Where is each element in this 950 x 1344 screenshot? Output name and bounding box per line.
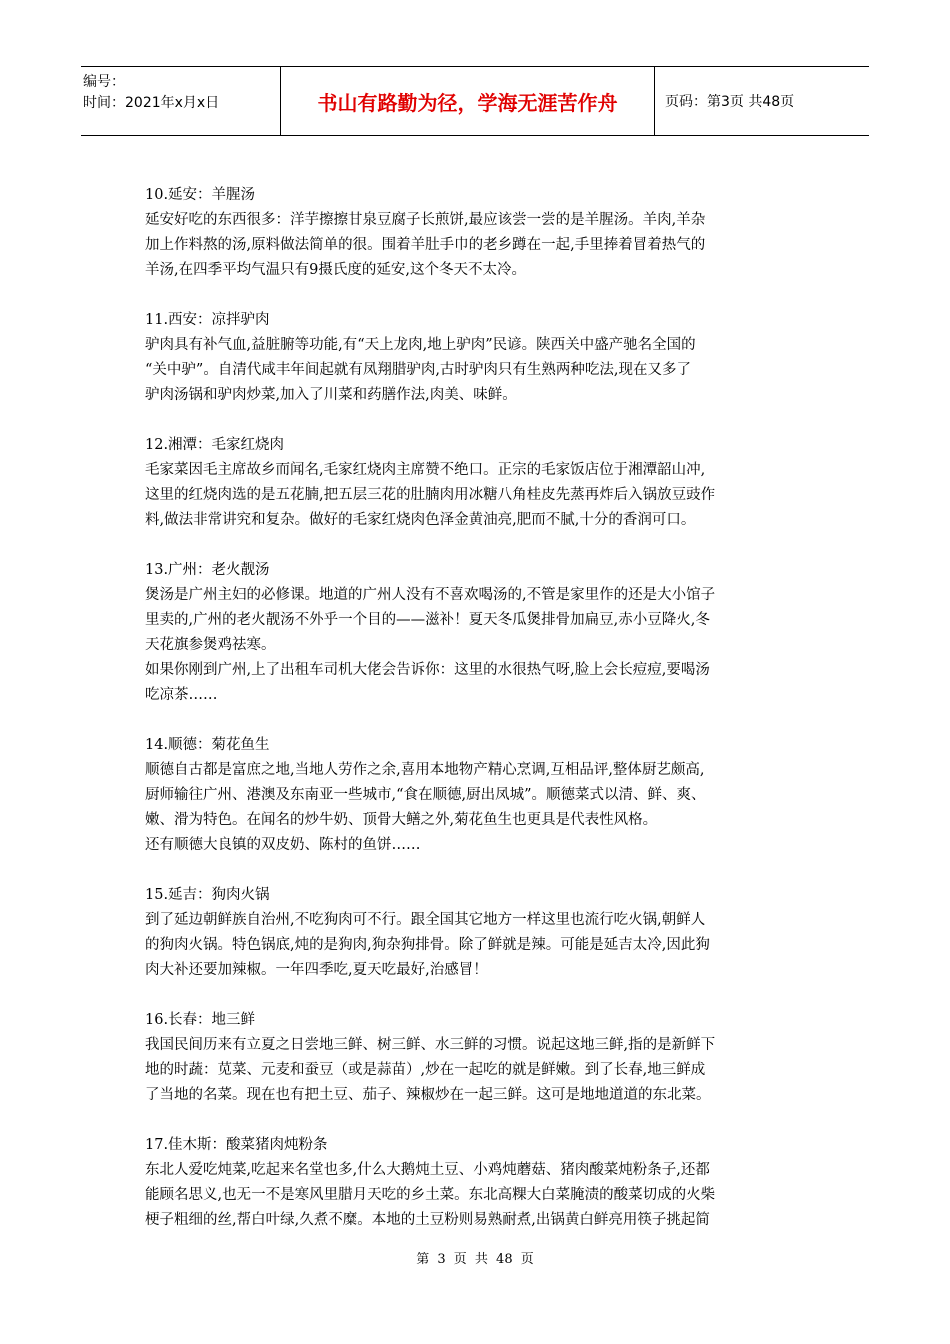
section-text-line: 煲汤是广州主妇的必修课。地道的广州人没有不喜欢喝汤的,不管是家里作的还是大小馆子 <box>145 587 716 603</box>
page-header <box>81 66 869 136</box>
section-text-line: 了当地的名菜。现在也有把土豆、茄子、辣椒炒在一起三鲜。这可是地地道道的东北菜。 <box>145 1087 711 1103</box>
article-section <box>145 1008 805 1108</box>
section-title: 13.广州：老火靓汤 <box>145 562 270 578</box>
section-title: 10.延安：羊腥汤 <box>145 187 256 203</box>
section-title: 15.延吉：狗肉火锅 <box>145 887 270 903</box>
section-text-line: 延安好吃的东西很多：洋芋擦擦甘泉豆腐子长煎饼,最应该尝一尝的是羊腥汤。羊肉,羊杂 <box>145 212 706 228</box>
section-text-line: “关中驴”。自清代咸丰年间起就有凤翔腊驴肉,古时驴肉只有生熟两种吃法,现在又多了 <box>145 362 692 378</box>
section-title: 14.顺德：菊花鱼生 <box>145 737 270 753</box>
section-title: 11.西安：凉拌驴肉 <box>145 312 270 328</box>
article-section <box>145 733 805 858</box>
article-section <box>145 433 805 533</box>
header-motto: 书山有路勤为径，学海无涯苦作舟 <box>281 67 655 135</box>
section-text-line: 厨师输往广州、港澳及东南亚一些城市,“食在顺德,厨出凤城”。顺德菜式以清、鲜、爽、 <box>145 787 706 803</box>
article-section <box>145 308 805 408</box>
page-footer: 第 3 页 共 48 页 <box>416 1252 534 1267</box>
section-text-line: 驴肉具有补气血,益脏腑等功能,有“天上龙肉,地上驴肉”民谚。陕西关中盛产驰名全国的 <box>145 337 696 353</box>
section-title: 17.佳木斯：酸菜猪肉炖粉条 <box>145 1137 328 1153</box>
header-page-label: 页码：第3页 共48页 <box>665 94 795 110</box>
section-text-line: 料,做法非常讲究和复杂。做好的毛家红烧肉色泽金黄油亮,肥而不腻,十分的香润可口。 <box>145 512 696 528</box>
header-meta <box>81 67 281 135</box>
section-text-line: 东北人爱吃炖菜,吃起来名堂也多,什么大鹅炖土豆、小鸡炖蘑菇、猪肉酸菜炖粉条子,还都 <box>145 1162 710 1178</box>
article-section <box>145 1133 805 1233</box>
section-text-line: 还有顺德大良镇的双皮奶、陈村的鱼饼…… <box>145 837 421 853</box>
section-text-line: 天花旗参煲鸡祛寒。 <box>145 637 276 653</box>
article-section <box>145 883 805 983</box>
time-label: 时间：2021年x月x日 <box>83 95 220 111</box>
section-text-line: 里卖的,广州的老火靓汤不外乎一个目的——滋补！夏天冬瓜煲排骨加扁豆,赤小豆降火,冬 <box>145 612 710 628</box>
section-text-line: 驴肉汤锅和驴肉炒菜,加入了川菜和药膳作法,肉美、味鲜。 <box>145 387 517 403</box>
section-text-line: 如果你刚到广州,上了出租车司机大佬会告诉你：这里的水很热气呀,脸上会长痘痘,要喝汤 <box>145 662 710 678</box>
section-text-line: 顺德自古都是富庶之地,当地人劳作之余,喜用本地物产精心烹调,互相品评,整体厨艺颇高, <box>145 762 705 778</box>
section-text-line: 的狗肉火锅。特色锅底,炖的是狗肉,狗杂狗排骨。除了鲜就是辣。可能是延吉太冷,因此狗 <box>145 937 710 953</box>
number-label: 编号： <box>83 74 125 90</box>
article-section <box>145 558 805 708</box>
section-text-line: 肉大补还要加辣椒。一年四季吃,夏天吃最好,治感冒！ <box>145 962 488 978</box>
section-title: 16.长春：地三鲜 <box>145 1012 256 1028</box>
section-text-line: 嫩、滑为特色。在闻名的炒牛奶、顶骨大鳝之外,菊花鱼生也更具是代表性风格。 <box>145 812 658 828</box>
section-title: 12.湘潭：毛家红烧肉 <box>145 437 285 453</box>
section-text-line: 这里的红烧肉选的是五花腩,把五层三花的肚腩肉用冰糖八角桂皮先蒸再炸后入锅放豆豉作 <box>145 487 716 503</box>
section-text-line: 地的时蔬：苋菜、元麦和蚕豆（或是蒜苗）,炒在一起吃的就是鲜嫩。到了长春,地三鲜成 <box>145 1062 706 1078</box>
section-text-line: 我国民间历来有立夏之日尝地三鲜、树三鲜、水三鲜的习惯。说起这地三鲜,指的是新鲜下 <box>145 1037 716 1053</box>
section-text-line: 吃凉茶…… <box>145 687 218 703</box>
document-body <box>145 183 805 1258</box>
section-text-line: 梗子粗细的丝,帮白叶绿,久煮不糜。本地的土豆粉则易熟耐煮,出锅黄白鲜亮用筷子挑起简 <box>145 1212 710 1228</box>
section-text-line: 到了延边朝鲜族自治州,不吃狗肉可不行。跟全国其它地方一样这里也流行吃火锅,朝鲜人 <box>145 912 706 928</box>
section-text-line: 能顾名思义,也无一不是寒风里腊月天吃的乡土菜。东北高粿大白菜腌渍的酸菜切成的火柴 <box>145 1187 716 1203</box>
article-section <box>145 183 805 283</box>
section-text-line: 毛家菜因毛主席故乡而闻名,毛家红烧肉主席赞不绝口。正宗的毛家饭店位于湘潭韶山冲, <box>145 462 706 478</box>
section-text-line: 羊汤,在四季平均气温只有9摄氏度的延安,这个冬天不太冷。 <box>145 262 526 278</box>
section-text-line: 加上作料熬的汤,原料做法简单的很。围着羊肚手巾的老乡蹲在一起,手里捧着冒着热气的 <box>145 237 706 253</box>
